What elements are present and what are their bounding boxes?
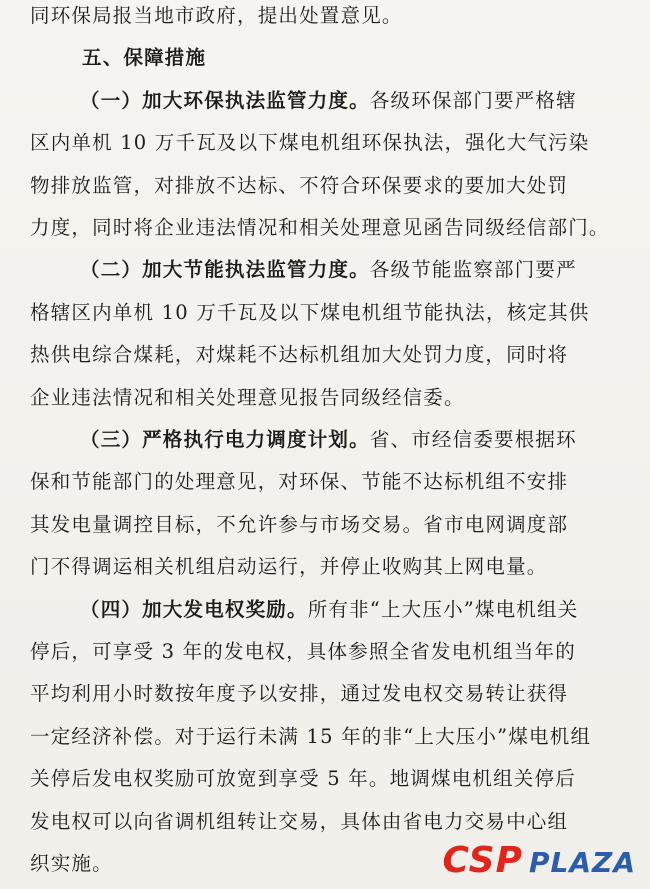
paragraph-2-line (0, 256, 650, 284)
paragraph-4-text: 所有非“上大压小”煤电机组关 (307, 597, 579, 621)
paragraph-4-heading: （四）加大发电权奖励。 (80, 597, 308, 621)
text-line: 织实施。 (30, 852, 113, 875)
paragraph-2-text: 各级节能监察部门要严 (369, 258, 577, 282)
text-line: 热供电综合煤耗，对煤耗不达标机组加大处罚力度，同时将 (30, 343, 569, 367)
text-line: 其发电量调控目标，不允许参与市场交易。省市电网调度部 (30, 512, 569, 536)
text-line: 企业违法情况和相关处理意见报告同级经信委。 (30, 385, 465, 409)
text-line: 保和节能部门的处理意见，对环保、节能不达标机组不安排 (30, 470, 569, 494)
paragraph-2-heading: （二）加大节能执法监管力度。 (80, 258, 370, 282)
text-line: 区内单机 10 万千瓦及以下煤电机组环保执法，强化大气污染 (30, 131, 590, 155)
text-line: 格辖区内单机 10 万千瓦及以下煤电机组节能执法，核定其供 (30, 300, 590, 324)
csp-plaza-watermark (443, 840, 636, 881)
watermark-plaza: PLAZA (528, 846, 636, 879)
paragraph-1-heading: （一）加大环保执法监管力度。 (80, 88, 370, 112)
paragraph-3-line (0, 426, 650, 454)
paragraph-1-text: 各级环保部门要严格辖 (369, 88, 577, 112)
paragraph-3-heading: （三）严格执行电力调度计划。 (80, 428, 370, 451)
paragraph-1-line (0, 87, 650, 115)
text-line: 一定经济补偿。对于运行未满 15 年的非“上大压小”煤电机组 (30, 724, 592, 748)
text-line: 停后，可享受 3 年的发电权，具体参照全省发电机组当年的 (30, 640, 576, 663)
text-line: 物排放监管，对排放不达标、不符合环保要求的要加大处罚 (30, 173, 569, 197)
paragraph-3-text: 省、市经信委要根据环 (369, 428, 577, 451)
text-line: 门不得调运相关机组启动运行，并停止收购其上网电量。 (30, 555, 548, 579)
paragraph-4-line (0, 596, 650, 624)
text-line: 关停后发电权奖励可放宽到享受 5 年。地调煤电机组关停后 (30, 767, 576, 791)
text-line: 发电权可以向省调机组转让交易，具体由省电力交易中心组 (30, 809, 569, 833)
text-line: 同环保局报当地市政府，提出处置意见。 (30, 4, 403, 27)
text-line: 平均利用小时数按年度予以安排，通过发电权交易转让获得 (30, 682, 569, 706)
section-heading: 五、保障措施 (82, 46, 207, 70)
text-line: 力度，同时将企业违法情况和相关处理意见函告同级经信部门。 (30, 216, 610, 239)
watermark-csp: CSP (442, 840, 523, 881)
